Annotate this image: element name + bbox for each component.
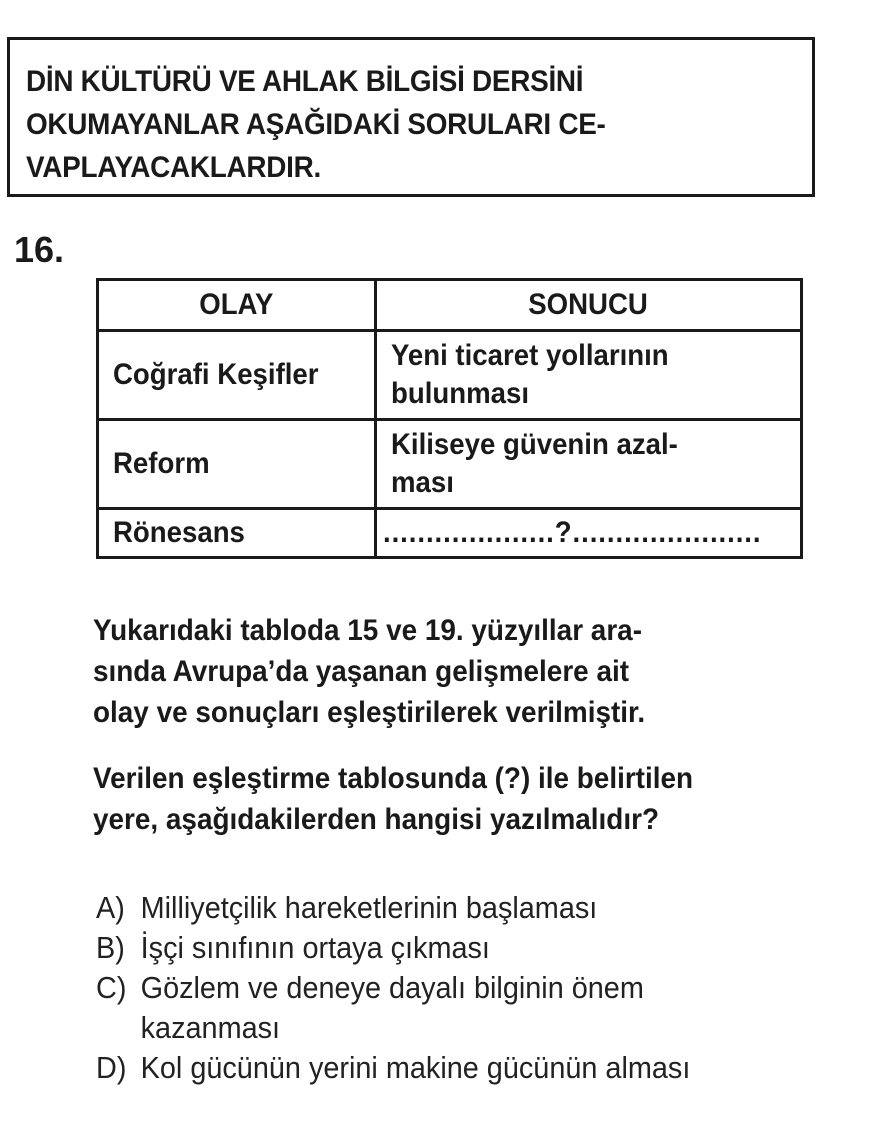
table-row	[98, 420, 802, 509]
notice-text	[26, 60, 606, 189]
question-stem-2: Verilen eşleştirme tablosunda (?) ile belirtilen yere, aşağıdakilerden hangisi yazılmalıdır?	[93, 762, 694, 836]
header-event: OLAY	[98, 280, 376, 331]
notice-line: DİN KÜLTÜRÜ VE AHLAK BİLGİSİ DERSİNİ	[26, 65, 584, 98]
result-cell: Yeni ticaret yollarının bulunması	[375, 331, 801, 420]
option-a[interactable]: A) Milliyetçilik hareketlerinin başlaması	[96, 890, 598, 925]
result-cell: Kiliseye güvenin azal- ması	[375, 420, 801, 509]
event-cell: Reform	[98, 420, 376, 509]
placeholder-dots: ....................?......................	[382, 516, 762, 549]
matching-table	[96, 278, 803, 559]
header-result: SONUCU	[375, 280, 801, 331]
event-cell: Rönesans	[98, 509, 376, 558]
option-d[interactable]: D) Kol gücünün yerini makine gücünün alması	[96, 1050, 691, 1085]
option-b[interactable]: B) İşçi sınıfının ortaya çıkması	[96, 930, 490, 965]
notice-box	[7, 37, 815, 197]
table-row	[98, 509, 802, 558]
question-number: 16.	[14, 229, 65, 270]
notice-line: OKUMAYANLAR AŞAĞIDAKİ SORULARI CE-	[26, 108, 606, 141]
table-header-row	[98, 280, 802, 331]
notice-line: VAPLAYACAKLARDIR.	[26, 151, 321, 184]
event-cell: Coğrafi Keşifler	[98, 331, 376, 420]
answer-options	[96, 888, 690, 1088]
question-stem-1: Yukarıdaki tabloda 15 ve 19. yüzyıllar ara- sında Avrupa’da yaşanan gelişmelere ait olay ve sonuçları eşleştirilerek verilmiştir.	[93, 614, 646, 729]
option-c[interactable]: C) Gözlem ve deneye dayalı bilginin önem kazanması	[96, 970, 644, 1045]
table-row	[98, 331, 802, 420]
result-placeholder-cell	[375, 509, 801, 558]
